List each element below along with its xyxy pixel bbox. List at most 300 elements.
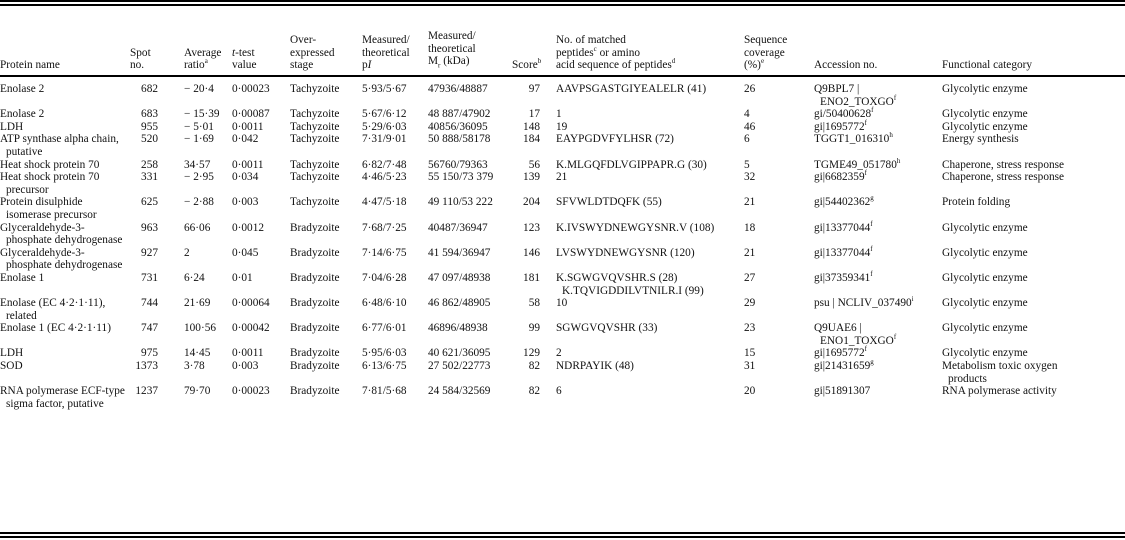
accession-text: psu | NCLIV_037490 [814, 297, 912, 310]
accession-text: gi|1695772 [814, 120, 865, 133]
cell-coverage [730, 347, 808, 360]
ttest-text: 0·042 [232, 133, 259, 146]
protein-name-text: RNA polymerase ECF-type sigma factor, putative [0, 385, 125, 410]
cell-accession [808, 171, 936, 196]
cell-accession [808, 385, 936, 410]
table-row [0, 360, 1125, 385]
stage-text: Bradyzoite [290, 246, 340, 259]
header-label: r [438, 61, 441, 70]
footnote-marker: f [893, 93, 897, 102]
table-row [0, 347, 1125, 360]
cell-ttest [232, 76, 290, 108]
mr-text: 49 110/53 222 [428, 196, 493, 209]
cell-mr [428, 196, 512, 221]
header-spot-no [130, 12, 170, 76]
cell-pi [362, 133, 428, 158]
cell-ttest [232, 322, 290, 347]
cell-stage [290, 121, 362, 134]
footnote-marker: g [870, 358, 874, 367]
table-row [0, 272, 1125, 297]
cell-accession [808, 118, 936, 134]
cell-pi [362, 297, 428, 322]
score-text: 82 [528, 385, 540, 398]
cell-coverage [730, 322, 808, 347]
cell-average-ratio [170, 222, 232, 247]
cell-pi [362, 108, 428, 121]
footnote-marker: e [760, 57, 765, 66]
function-text: Glycolytic enzyme [942, 297, 1028, 310]
spot-no-text: 520 [141, 133, 158, 146]
coverage-text: 32 [744, 171, 756, 184]
cell-function [936, 133, 1125, 158]
cell-spot-no [130, 171, 170, 196]
coverage-text: 15 [744, 347, 756, 360]
pi-text: 5·93/5·67 [362, 83, 407, 95]
mr-text: 50 888/58178 [428, 133, 491, 146]
cell-coverage [730, 247, 808, 272]
protein-identification-table [0, 12, 1125, 410]
cell-score [512, 347, 550, 360]
cell-score [512, 385, 550, 410]
ttest-text: 0·034 [232, 171, 259, 184]
header-label: value [232, 59, 257, 72]
cell-accession [808, 269, 936, 297]
cell-coverage [730, 121, 808, 134]
header-label: M [428, 55, 439, 68]
spot-no-text: 747 [141, 322, 158, 335]
footnote-marker: h [896, 156, 901, 165]
cell-spot-no [130, 108, 170, 121]
cell-average-ratio [170, 297, 232, 322]
cell-ttest [232, 133, 290, 158]
stage-text: Bradyzoite [290, 271, 340, 284]
cell-protein-name [0, 121, 130, 134]
cell-mr [428, 76, 512, 108]
pi-text: 7·81/5·68 [362, 385, 407, 398]
peptides-text: 10 [556, 297, 568, 310]
cell-ttest [232, 360, 290, 385]
protein-name-text: ATP synthase alpha chain, putative [0, 133, 119, 158]
cell-protein-name [0, 133, 130, 158]
function-text: Protein folding [942, 196, 1011, 209]
spot-no-text: 625 [141, 196, 158, 209]
cell-stage [290, 322, 362, 347]
cell-ttest [232, 159, 290, 172]
stage-text: Tachyzoite [290, 108, 340, 121]
function-text: Chaperone, stress response [942, 158, 1065, 171]
mr-text: 41 594/36947 [428, 246, 491, 259]
pi-text: 7·04/6·28 [362, 271, 407, 284]
cell-peptides [550, 360, 730, 385]
peptides-text: 6 [556, 385, 562, 398]
cell-coverage [730, 196, 808, 221]
cell-average-ratio [170, 121, 232, 134]
table-row [0, 322, 1125, 347]
footnote-marker: f [864, 169, 867, 178]
mr-text: 55 150/73 379 [428, 171, 494, 184]
cell-score [512, 108, 550, 121]
cell-function [936, 322, 1125, 347]
protein-name-text: LDH [0, 347, 24, 360]
cell-average-ratio [170, 360, 232, 385]
header-label: expressed [290, 46, 335, 59]
cell-stage [290, 272, 362, 297]
spot-no-text: 955 [141, 120, 158, 133]
pi-text: 4·47/5·18 [362, 196, 407, 209]
cell-function [936, 385, 1125, 410]
cell-spot-no [130, 76, 170, 108]
coverage-text: 31 [744, 360, 756, 373]
header-label: ratio [184, 59, 205, 72]
cell-coverage [730, 222, 808, 247]
cell-accession [808, 196, 936, 221]
cell-stage [290, 247, 362, 272]
pi-text: 6·48/6·10 [362, 297, 407, 310]
ttest-text: 0·0011 [232, 347, 264, 360]
cell-ttest [232, 108, 290, 121]
table-row [0, 133, 1125, 158]
cell-pi [362, 121, 428, 134]
header-label: Functional category [942, 59, 1033, 72]
cell-function [936, 108, 1125, 121]
spot-no-text: 331 [141, 171, 158, 184]
cell-peptides [550, 133, 730, 158]
cell-score [512, 272, 550, 297]
cell-pi [362, 247, 428, 272]
footnote-marker: i [911, 295, 914, 304]
cell-ttest [232, 222, 290, 247]
pi-text: 5·67/6·12 [362, 108, 407, 121]
cell-peptides [550, 76, 730, 108]
cell-protein-name [0, 347, 130, 360]
cell-spot-no [130, 121, 170, 134]
table-row [0, 121, 1125, 134]
table-body [0, 76, 1125, 410]
cell-function [936, 159, 1125, 172]
cell-peptides [550, 385, 730, 410]
average-ratio-text: 21·69 [184, 297, 211, 310]
score-text: 204 [523, 196, 540, 209]
mr-text: 24 584/32569 [428, 385, 491, 398]
cell-stage [290, 159, 362, 172]
header-label: peptides [556, 46, 594, 59]
cell-peptides [550, 297, 730, 322]
cell-protein-name [0, 272, 130, 297]
ttest-text: 0·00042 [232, 322, 270, 335]
header-label: -test [235, 46, 255, 59]
footnote-marker: f [870, 269, 873, 278]
cell-stage [290, 76, 362, 108]
stage-text: Tachyzoite [290, 83, 340, 95]
accession-text: TGGT1_016310 [814, 133, 890, 146]
ttest-text: 0·00023 [232, 83, 270, 95]
function-text: RNA polymerase activity [942, 385, 1057, 398]
header-label: p [362, 59, 368, 72]
mr-text: 27 502/22773 [428, 360, 491, 373]
stage-text: Bradyzoite [290, 322, 340, 335]
cell-mr [428, 360, 512, 385]
cell-mr [428, 297, 512, 322]
cell-protein-name [0, 171, 130, 196]
header-label: Sequence [744, 34, 788, 47]
footnote-marker: f [870, 244, 873, 253]
function-text: Glycolytic enzyme [942, 246, 1028, 259]
cell-peptides [550, 108, 730, 121]
cell-protein-name [0, 108, 130, 121]
cell-peptides [550, 121, 730, 134]
cell-average-ratio [170, 272, 232, 297]
header-label: or amino [596, 46, 641, 59]
cell-function [936, 272, 1125, 297]
header-label: stage [290, 59, 314, 72]
header-label: (kDa) [440, 55, 470, 68]
cell-coverage [730, 76, 808, 108]
header-label: No. of matched [556, 34, 626, 47]
mr-text: 40856/36095 [428, 120, 488, 133]
stage-text: Bradyzoite [290, 347, 340, 360]
pi-text: 6·82/7·48 [362, 158, 407, 171]
coverage-text: 20 [744, 385, 756, 398]
spot-no-text: 731 [141, 271, 158, 284]
header-overexpressed-stage [290, 12, 362, 76]
peptides-text: NDRPAYIK (48) [556, 360, 634, 373]
cell-protein-name [0, 196, 130, 221]
mr-text: 40487/36947 [428, 221, 488, 234]
function-text: Chaperone, stress response [942, 171, 1065, 184]
cell-mr [428, 322, 512, 347]
accession-text: gi/50400628 [814, 108, 872, 121]
cell-accession [808, 133, 936, 158]
ttest-text: 0·00064 [232, 297, 270, 310]
cell-score [512, 247, 550, 272]
average-ratio-text: 2 [184, 246, 190, 259]
function-text: Glycolytic enzyme [942, 221, 1028, 234]
cell-score [512, 76, 550, 108]
table-row [0, 171, 1125, 196]
score-text: 146 [523, 246, 540, 259]
peptides-text: SFVWLDTDQFK (55) [556, 196, 662, 209]
cell-spot-no [130, 196, 170, 221]
header-functional-category [936, 12, 1125, 76]
cell-ttest [232, 297, 290, 322]
header-label: theoretical [362, 46, 410, 59]
cell-pi [362, 322, 428, 347]
cell-coverage [730, 159, 808, 172]
peptides-text: SGWGVQVSHR (33) [556, 322, 658, 335]
header-label: t [232, 46, 236, 59]
protein-name-text: Enolase 1 [0, 271, 45, 284]
stage-text: Tachyzoite [290, 171, 340, 184]
cell-coverage [730, 360, 808, 385]
cell-peptides [550, 247, 730, 272]
footnote-marker: f [864, 345, 867, 354]
cell-protein-name [0, 76, 130, 108]
header-measured-theoretical-pi [362, 12, 428, 76]
table-row [0, 76, 1125, 108]
cell-score [512, 159, 550, 172]
peptides-text: K.SGWGVQVSHR.S (28) K.TQVIGDDILVTNILR.I (99) [556, 271, 704, 297]
peptides-text: EAYPGDVFYLHSR (72) [556, 133, 674, 146]
cell-spot-no [130, 347, 170, 360]
cell-pi [362, 385, 428, 410]
stage-text: Tachyzoite [290, 120, 340, 133]
cell-score [512, 360, 550, 385]
cell-mr [428, 159, 512, 172]
stage-text: Bradyzoite [290, 385, 340, 398]
cell-coverage [730, 272, 808, 297]
spot-no-text: 258 [141, 158, 158, 171]
cell-average-ratio [170, 196, 232, 221]
peptides-text: K.IVSWYDNEWGYSNR.V (108) [556, 221, 715, 234]
stage-text: Tachyzoite [290, 158, 340, 171]
mr-text: 56760/79363 [428, 158, 488, 171]
coverage-text: 5 [744, 158, 750, 171]
footnote-marker: h [889, 131, 893, 140]
cell-peptides [550, 322, 730, 347]
cell-pi [362, 222, 428, 247]
cell-accession [808, 219, 936, 247]
header-label: Protein name [0, 59, 60, 72]
cell-stage [290, 108, 362, 121]
cell-protein-name [0, 247, 130, 272]
cell-mr [428, 171, 512, 196]
protein-name-text: LDH [0, 120, 24, 133]
cell-function [936, 196, 1125, 221]
cell-peptides [550, 347, 730, 360]
coverage-text: 26 [744, 83, 756, 95]
accession-text: gi|13377044 [814, 246, 871, 259]
score-text: 123 [523, 221, 540, 234]
cell-pi [362, 76, 428, 108]
spot-no-text: 927 [141, 246, 158, 259]
cell-accession [808, 322, 936, 347]
function-text: Glycolytic enzyme [942, 120, 1028, 133]
cell-function [936, 222, 1125, 247]
function-text: Glycolytic enzyme [942, 347, 1028, 360]
cell-ttest [232, 247, 290, 272]
protein-name-text: SOD [0, 360, 23, 373]
coverage-text: 21 [744, 246, 756, 259]
cell-average-ratio [170, 322, 232, 347]
cell-function [936, 297, 1125, 322]
cell-protein-name [0, 322, 130, 347]
spot-no-text: 682 [141, 83, 158, 95]
average-ratio-text: − 2·95 [184, 171, 214, 184]
ttest-text: 0·0012 [232, 221, 265, 234]
cell-ttest [232, 347, 290, 360]
spot-no-text: 744 [141, 297, 158, 310]
cell-pi [362, 171, 428, 196]
mr-text: 46 862/48905 [428, 297, 491, 310]
cell-peptides [550, 171, 730, 196]
cell-protein-name [0, 360, 130, 385]
cell-average-ratio [170, 108, 232, 121]
peptides-text: 2 [556, 347, 562, 360]
header-label: Score [512, 59, 538, 72]
cell-spot-no [130, 297, 170, 322]
footnote-marker: c [593, 44, 597, 53]
cell-mr [428, 247, 512, 272]
score-text: 82 [528, 360, 540, 373]
cell-stage [290, 385, 362, 410]
score-text: 56 [528, 158, 540, 171]
cell-pi [362, 360, 428, 385]
protein-name-text: Protein disulphide isomerase precursor [0, 196, 97, 221]
footnote-marker: g [870, 194, 874, 203]
cell-ttest [232, 272, 290, 297]
cell-score [512, 121, 550, 134]
average-ratio-text: − 5·01 [184, 120, 214, 133]
header-score [512, 12, 550, 76]
cell-pi [362, 272, 428, 297]
peptides-text: K.MLGQFDLVGIPPAPR.G (30) [556, 158, 707, 171]
header-label: Accession no. [814, 59, 878, 72]
coverage-text: 27 [744, 271, 756, 284]
cell-spot-no [130, 222, 170, 247]
cell-score [512, 196, 550, 221]
pi-text: 5·95/6·03 [362, 347, 407, 360]
average-ratio-text: 79·70 [184, 385, 211, 398]
cell-score [512, 222, 550, 247]
function-text: Metabolism toxic oxygen products [942, 360, 1058, 385]
pi-text: 6·13/6·75 [362, 360, 407, 373]
cell-spot-no [130, 159, 170, 172]
cell-ttest [232, 171, 290, 196]
average-ratio-text: 3·78 [184, 360, 205, 373]
cell-coverage [730, 171, 808, 196]
protein-name-text: Heat shock protein 70 [0, 158, 100, 171]
protein-name-text: Enolase 2 [0, 83, 45, 95]
spot-no-text: 683 [141, 108, 158, 121]
footnote-marker: f [864, 118, 867, 127]
function-text: Glycolytic enzyme [942, 322, 1028, 335]
header-label: Over- [290, 34, 317, 47]
score-text: 97 [528, 83, 540, 95]
stage-text: Bradyzoite [290, 360, 340, 373]
average-ratio-text: − 2·88 [184, 196, 214, 209]
coverage-text: 6 [744, 133, 750, 146]
pi-text: 7·68/7·25 [362, 221, 407, 234]
table-row [0, 222, 1125, 247]
cell-ttest [232, 196, 290, 221]
average-ratio-text: 34·57 [184, 158, 211, 171]
coverage-text: 23 [744, 322, 756, 335]
function-text: Energy synthesis [942, 133, 1019, 146]
peptides-text: 21 [556, 171, 568, 184]
mr-text: 48 887/47902 [428, 108, 491, 121]
accession-text: gi|1695772 [814, 347, 865, 360]
score-text: 99 [528, 322, 540, 335]
header-label: no. [130, 59, 145, 72]
peptides-text: 19 [556, 120, 568, 133]
cell-score [512, 133, 550, 158]
function-text: Glycolytic enzyme [942, 83, 1028, 95]
cell-function [936, 347, 1125, 360]
cell-average-ratio [170, 347, 232, 360]
function-text: Glycolytic enzyme [942, 271, 1028, 284]
header-label: acid sequence of peptides [556, 59, 672, 72]
cell-spot-no [130, 360, 170, 385]
peptides-text: 1 [556, 108, 562, 121]
header-label: theoretical [428, 42, 476, 55]
cell-coverage [730, 133, 808, 158]
score-text: 58 [528, 297, 540, 310]
coverage-text: 18 [744, 221, 756, 234]
cell-stage [290, 171, 362, 196]
header-average-ratio [170, 12, 232, 76]
header-label: Measured/ [362, 34, 410, 47]
average-ratio-text: − 1·69 [184, 133, 214, 146]
